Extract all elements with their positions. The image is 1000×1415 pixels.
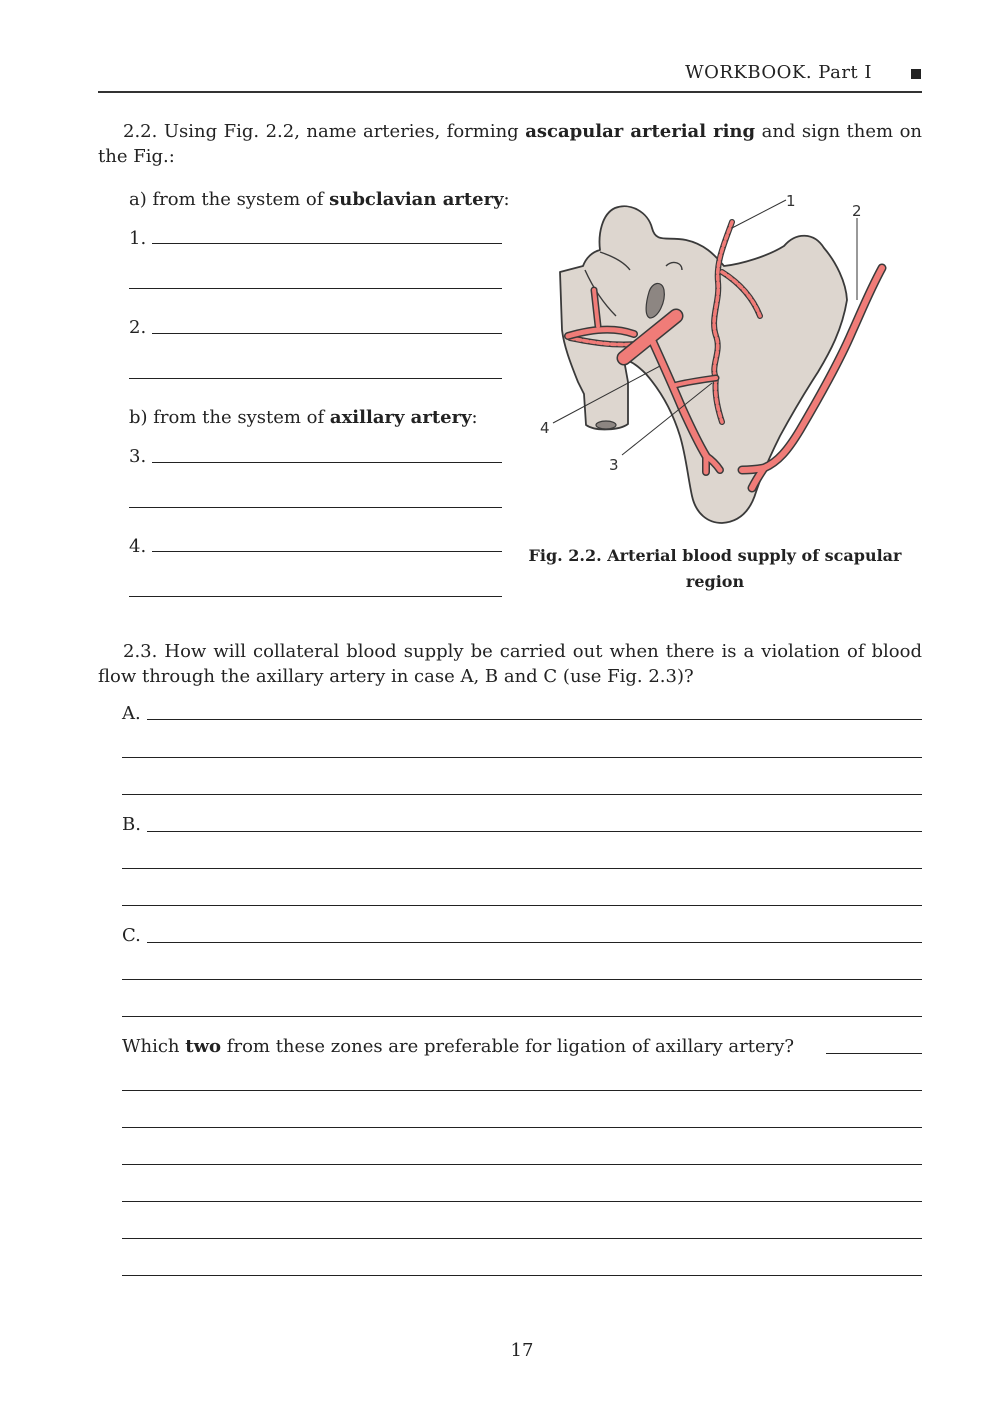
ligation-line-3[interactable] bbox=[122, 1127, 922, 1128]
answer-line-4a[interactable] bbox=[152, 551, 502, 552]
answer-label-2: 2. bbox=[129, 317, 147, 338]
ligation-question bbox=[122, 1036, 794, 1057]
answer-label-1: 1. bbox=[129, 228, 147, 249]
subsection-a-colon: : bbox=[503, 189, 510, 210]
case-b-line-2[interactable] bbox=[122, 868, 922, 869]
ligation-question-text-end: from these zones are preferable for ligation of axillary artery? bbox=[221, 1036, 795, 1057]
figure-caption-line-2: region bbox=[685, 572, 745, 591]
case-c-line-2[interactable] bbox=[122, 979, 922, 980]
ligation-question-bold: two bbox=[185, 1036, 222, 1057]
case-c-line-1[interactable] bbox=[147, 942, 922, 943]
figure-label-4: 4 bbox=[540, 419, 550, 437]
ligation-line-1[interactable] bbox=[826, 1053, 922, 1054]
answer-label-4: 4. bbox=[129, 536, 147, 557]
subsection-a-heading bbox=[129, 189, 510, 210]
subsection-b-colon: : bbox=[471, 407, 478, 428]
page-number: 17 bbox=[510, 1340, 534, 1361]
figure-caption-line-1: Fig. 2.2. Arterial blood supply of scapular bbox=[528, 546, 902, 565]
subsection-a-text: a) from the system of bbox=[129, 189, 330, 210]
answer-line-2b[interactable] bbox=[129, 378, 502, 379]
answer-line-3a[interactable] bbox=[152, 462, 502, 463]
subsection-b-text: b) from the system of bbox=[129, 407, 330, 428]
subsection-a-bold: subclavian artery bbox=[329, 189, 504, 210]
answer-line-3b[interactable] bbox=[129, 507, 502, 508]
case-a-line-2[interactable] bbox=[122, 757, 922, 758]
vessel-cross-section bbox=[596, 421, 616, 429]
case-label-b: B. bbox=[122, 814, 141, 835]
answer-line-1a[interactable] bbox=[152, 243, 502, 244]
case-c-line-3[interactable] bbox=[122, 1016, 922, 1017]
question-2-3-intro: 2.3. How will collateral blood supply be carried out when there is a violation of blood flow through the axillary artery in case A, B and C (use Fig. 2.3)? bbox=[98, 641, 922, 687]
answer-line-4b[interactable] bbox=[129, 596, 502, 597]
case-b-line-3[interactable] bbox=[122, 905, 922, 906]
running-header: WORKBOOK. Part I bbox=[685, 62, 872, 83]
scapula-artery-figure bbox=[535, 185, 915, 530]
case-b-line-1[interactable] bbox=[147, 831, 922, 832]
figure-label-3: 3 bbox=[609, 456, 619, 474]
case-label-c: C. bbox=[122, 925, 141, 946]
ligation-line-2[interactable] bbox=[122, 1090, 922, 1091]
q22-intro-text-end: and sign them on the Fig.: bbox=[98, 121, 922, 167]
q22-intro-bold: ascapular arterial ring bbox=[525, 121, 756, 142]
ligation-line-4[interactable] bbox=[122, 1164, 922, 1165]
ligation-line-6[interactable] bbox=[122, 1238, 922, 1239]
figure-label-2: 2 bbox=[852, 202, 862, 220]
figure-caption bbox=[515, 543, 915, 595]
leader-line-1 bbox=[732, 200, 786, 228]
answer-line-1b[interactable] bbox=[129, 288, 502, 289]
answer-line-2a[interactable] bbox=[152, 333, 502, 334]
header-divider bbox=[98, 91, 922, 93]
case-a-line-3[interactable] bbox=[122, 794, 922, 795]
subsection-b-heading bbox=[129, 407, 478, 428]
question-2-2-intro bbox=[98, 119, 922, 169]
answer-label-3: 3. bbox=[129, 446, 147, 467]
header-square-marker bbox=[911, 69, 921, 79]
q22-intro-text: 2.2. Using Fig. 2.2, name arteries, forming bbox=[123, 121, 526, 142]
case-label-a: A. bbox=[122, 703, 141, 724]
ligation-line-7[interactable] bbox=[122, 1275, 922, 1276]
figure-label-1: 1 bbox=[786, 192, 796, 210]
subsection-b-bold: axillary artery bbox=[329, 407, 472, 428]
case-a-line-1[interactable] bbox=[147, 719, 922, 720]
ligation-line-5[interactable] bbox=[122, 1201, 922, 1202]
ligation-question-text: Which bbox=[122, 1036, 186, 1057]
